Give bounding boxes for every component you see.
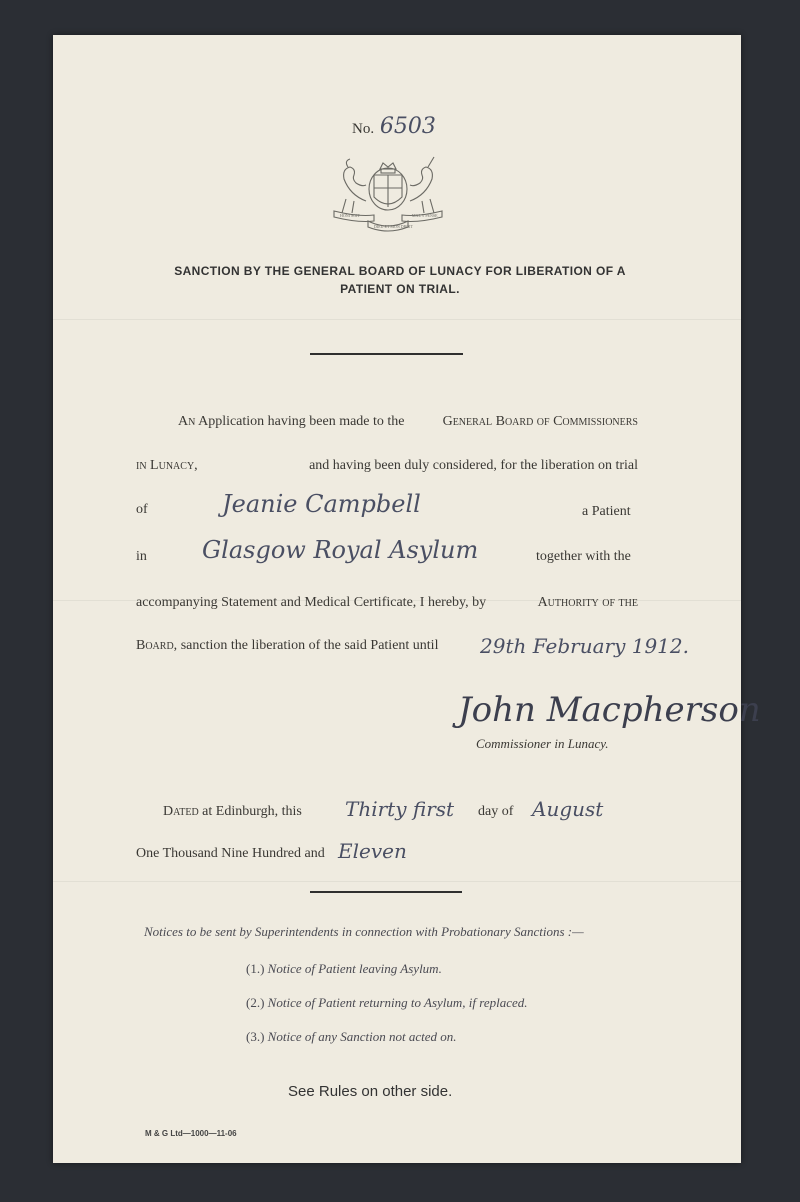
signature-caption: Commissioner in Lunacy.: [476, 736, 609, 751]
text: General Board of Commissioners: [442, 414, 638, 429]
number-value: 6503: [379, 114, 436, 139]
notice-number: (2.): [246, 995, 265, 1010]
form-title: [0, 262, 800, 298]
svg-text:MAL Y PENSE: MAL Y PENSE: [412, 213, 438, 218]
text: Dated: [163, 804, 199, 819]
body-line-5: [136, 595, 638, 611]
text: at Edinburgh, this: [202, 804, 302, 819]
royal-coat-of-arms-icon: [328, 155, 448, 233]
month-value: August: [532, 797, 604, 821]
day-of-label: day of: [478, 804, 514, 819]
see-rules-note: See Rules on other side.: [288, 1083, 453, 1100]
commissioner-signature: John Macpherson: [458, 690, 761, 730]
text: sanction the liberation of the said Patient until: [180, 638, 439, 653]
number-label: No.: [352, 121, 375, 137]
notice-item: [246, 1029, 457, 1045]
notice-item: [246, 961, 442, 977]
notice-number: (1.): [246, 961, 265, 976]
notices-heading: Notices to be sent by Superintendents in connection with Probationary Sanctions :—: [144, 924, 584, 939]
text: Authority of the: [537, 595, 638, 610]
body-line-6: [136, 638, 438, 654]
svg-text:HONI SOIT: HONI SOIT: [340, 213, 360, 218]
text: An: [178, 414, 196, 429]
title-line-1: SANCTION BY THE GENERAL BOARD OF LUNACY FOR LIBERATION OF A: [174, 264, 626, 278]
together-label: together with the: [536, 549, 631, 564]
year-prefix: One Thousand Nine Hundred and: [136, 846, 325, 861]
text: accompanying Statement and Medical Certificate, I hereby, by: [136, 595, 487, 610]
day-value: Thirty first: [345, 797, 455, 821]
fold-line: [53, 319, 741, 320]
notice-text: Notice of any Sanction not acted on.: [267, 1029, 457, 1044]
a-patient-label: a Patient: [582, 504, 631, 519]
until-date: 29th February 1912.: [480, 634, 689, 658]
form-number: [352, 114, 436, 139]
of-label: of: [136, 502, 148, 517]
svg-text:DIEU ET MON DROIT: DIEU ET MON DROIT: [374, 224, 413, 229]
body-line-2: [136, 458, 638, 474]
dated-line: [163, 804, 302, 820]
text: and having been duly considered, for the liberation on trial: [309, 458, 638, 473]
text: Application having been made to the: [198, 414, 405, 429]
divider: [310, 891, 462, 893]
body-line-1: [178, 414, 638, 430]
title-line-2: PATIENT ON TRIAL.: [340, 282, 460, 296]
notice-item: [246, 995, 528, 1011]
notice-number: (3.): [246, 1029, 265, 1044]
text: in Lunacy,: [136, 458, 198, 473]
notice-text: Notice of Patient returning to Asylum, if replaced.: [267, 995, 528, 1010]
year-value: Eleven: [338, 839, 407, 863]
asylum-name: Glasgow Royal Asylum: [202, 536, 479, 564]
divider: [310, 353, 463, 355]
in-label: in: [136, 549, 147, 564]
notice-text: Notice of Patient leaving Asylum.: [267, 961, 442, 976]
printer-mark: M & G Ltd—1000—11-06: [145, 1129, 237, 1138]
fold-line: [53, 881, 741, 882]
patient-name: Jeanie Campbell: [222, 490, 421, 518]
text: Board,: [136, 638, 178, 653]
